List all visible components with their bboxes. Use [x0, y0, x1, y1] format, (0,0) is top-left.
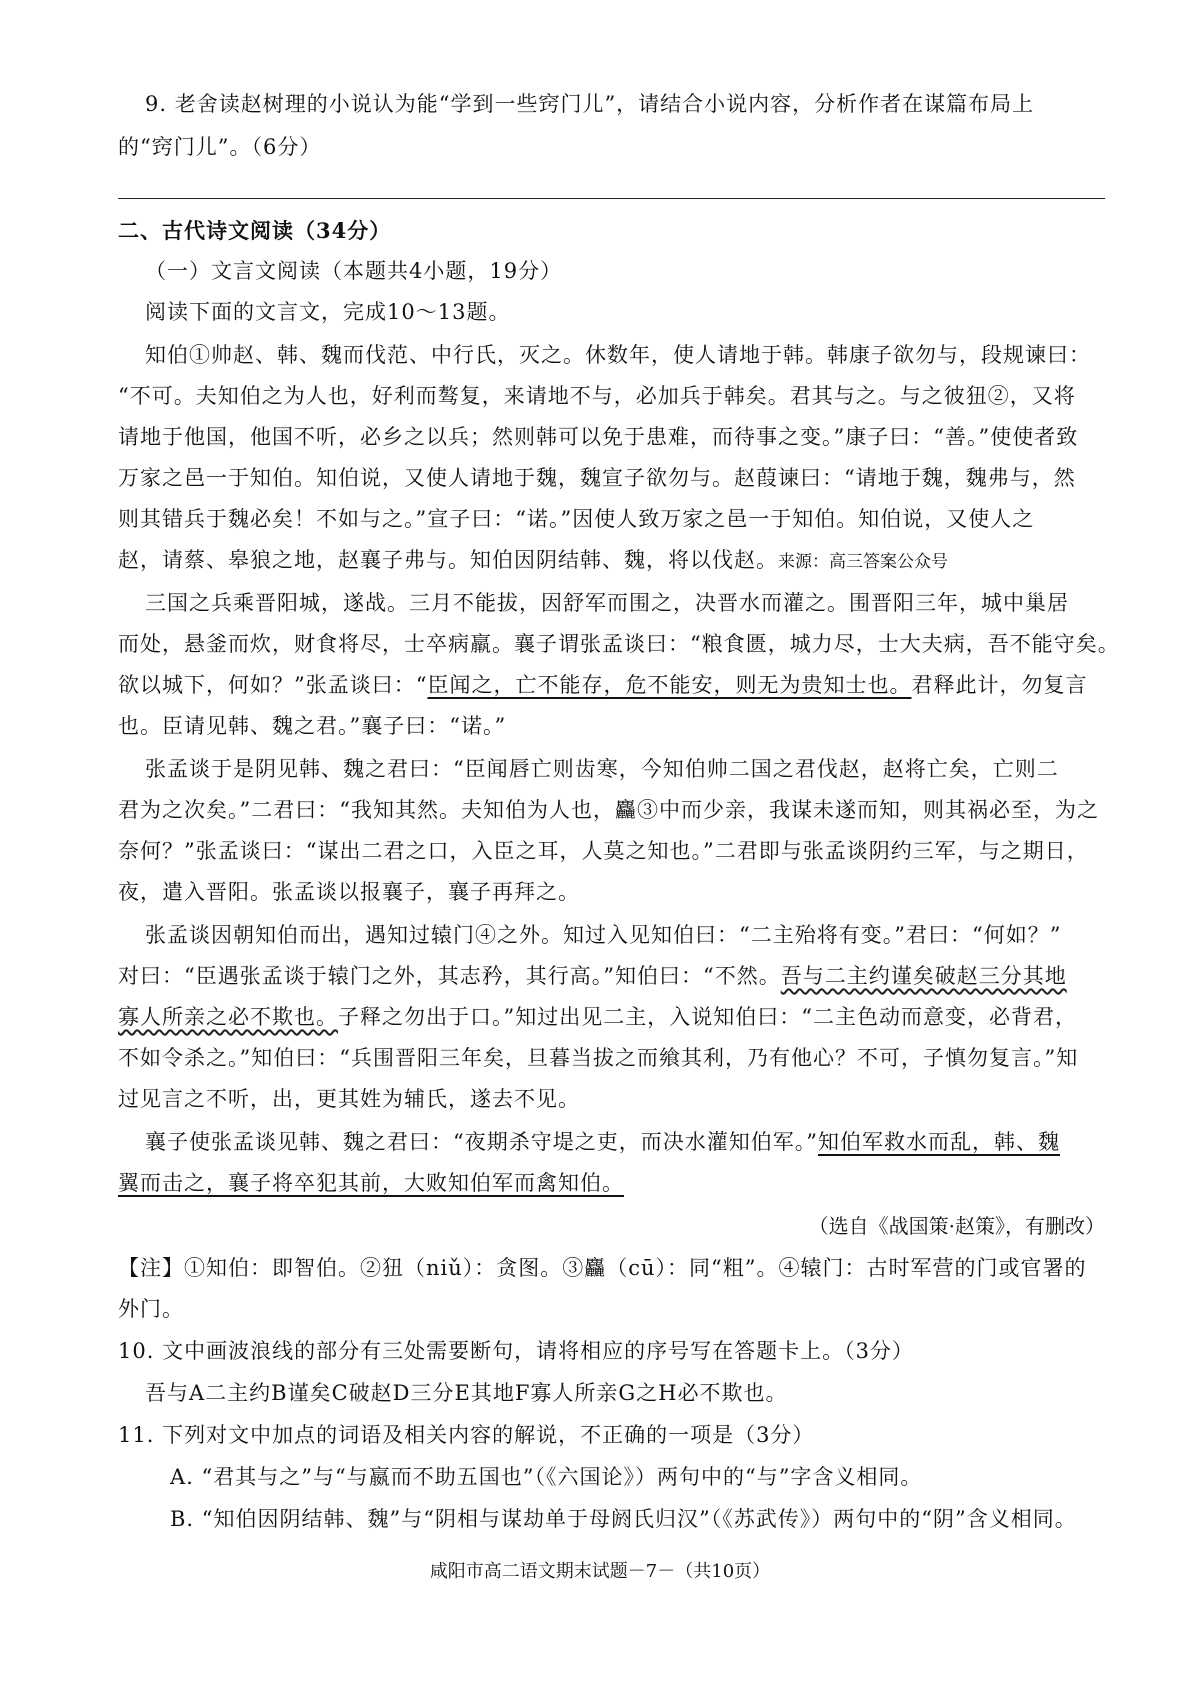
p3-line2: 君为之次矣。”二君曰：“我知其然。夫知伯为人也，麤③中而少亲，我谋未遂而知，则其祸必至，为之: [118, 798, 1099, 822]
underlined-sentence-2b: 翼而击之，襄子将卒犯其前，大败知伯军而禽知伯。: [118, 1171, 624, 1195]
section2-title: 二、古代诗文阅读（34分）: [118, 218, 392, 243]
p3-line3: 奈何？”张孟谈曰：“谋出二君之口，入臣之耳，人莫之知也。”二君即与张孟谈阴约三军，与之期日，: [118, 839, 1089, 863]
p1-line5: 则其错兵于魏必矣！不如与之。”宣子曰：“诺。”因使人致万家之邑一于知伯。知伯说，又使人之: [118, 507, 1035, 531]
p5-line1-a: 襄子使张孟谈见韩、魏之君曰：“夜期杀守堤之吏，而决水灌知伯军。”: [145, 1130, 818, 1154]
p2-line2: 而处，悬釜而炊，财食将尽，士卒病羸。襄子谓张孟谈曰：“粮食匮，城力尽，士大夫病，吾不能守矣。: [118, 632, 1120, 656]
p4-line4: 不如令杀之。”知伯曰：“兵围晋阳三年矣，旦暮当拔之而飨其利，乃有他心？不可，子慎勿复言。”知: [118, 1046, 1079, 1070]
p5-line1: [145, 1132, 1060, 1153]
p2-line3-b: 君释此计，勿复言: [911, 673, 1088, 697]
p4-line2: [118, 964, 1067, 988]
p4-line2-a: 对曰：“臣遇张孟谈于辕门之外，其志矜，其行高。”知伯曰：“不然。: [118, 964, 781, 988]
wavy-sentence-part1: 吾与二主约谨矣破赵三分其地: [780, 964, 1067, 988]
p2-line1: 三国之兵乘晋阳城，遂战。三月不能拔，因舒军而围之，决晋水而灌之。围晋阳三年，城中巢居: [145, 591, 1069, 615]
q10-text: 吾与A二主约B谨矣C破赵D三分E其地F寡人所亲G之H必不欺也。: [145, 1381, 788, 1405]
q11-option-a: A. “君其与之”与“与嬴而不助五国也”（《六国论》）两句中的“与”字含义相同。: [170, 1465, 923, 1489]
q9-line1: 9. 老舍读赵树理的小说认为能“学到一些窍门儿”，请结合小说内容，分析作者在谋篇布局上: [145, 92, 1035, 116]
p4-line1: 张孟谈因朝知伯而出，遇知过辕门④之外。知过入见知伯曰：“二主殆将有变。”君曰：“何如？”: [145, 923, 1062, 947]
source-note: 来源：高三答案公众号: [778, 552, 948, 572]
p5-line2: [118, 1173, 1060, 1194]
p3-line1: 张孟谈于是阴见韩、魏之君曰：“臣闻唇亡则齿寒，今知伯帅二国之君伐赵，赵将亡矣，亡则二: [145, 757, 1059, 781]
answer-line: [118, 198, 1105, 199]
p1-line4: 万家之邑一于知伯。知伯说，又使人请地于魏，魏宣子欲勿与。赵葭谏曰：“请地于魏，魏弗与，然: [118, 466, 1076, 490]
page-footer: 咸阳市高二语文期末试题－7－（共10页）: [429, 1561, 771, 1582]
p4-line3-b: 子释之勿出于口。”知过出见二主，入说知伯曰：“二主色动而意变，必背君，: [338, 1005, 1077, 1029]
q11-option-b: B. “知伯因阴结韩、魏”与“阴相与谋劫单于母阏氏归汉”（《苏武传》）两句中的“阴”含义相同。: [170, 1507, 1077, 1531]
q11-stem: 11. 下列对文中加点的词语及相关内容的解说，不正确的一项是（3分）: [118, 1423, 815, 1447]
wavy-sentence-part2: 寡人所亲之必不欺也。: [118, 1005, 338, 1029]
p1-line2: “不可。夫知伯之为人也，好利而骜复，来请地不与，必加兵于韩矣。君其与之。与之彼狃②，又将: [118, 384, 1076, 408]
q9-line2: 的“窍门儿”。（6分）: [118, 135, 322, 159]
p2-line4: 也。臣请见韩、魏之君。”襄子曰：“诺。”: [118, 714, 507, 738]
p2-line3: [118, 673, 1088, 697]
p4-line3: [118, 1005, 1077, 1029]
section2-subtitle: （一）文言文阅读（本题共4小题，19分）: [145, 259, 563, 283]
underlined-sentence-1: 臣闻之，亡不能存，危不能安，则无为贵知士也。: [427, 673, 912, 697]
citation: （选自《战国策·赵策》，有删改）: [808, 1214, 1105, 1238]
notes-line1: 【注】①知伯：即智伯。②狃（niǔ）：贪图。③麤（cū）：同“粗”。④辕门：古时军营的门或官署的: [118, 1256, 1087, 1280]
p1-line6-text: 赵，请蔡、皋狼之地，赵襄子弗与。知伯因阴结韩、魏，将以伐赵。: [118, 548, 778, 572]
p1-line3: 请地于他国，他国不听，必乡之以兵；然则韩可以免于患难，而待事之变。”康子曰：“善。”使使者致: [118, 425, 1079, 449]
notes-line2: 外门。: [118, 1297, 184, 1321]
q10-stem: 10. 文中画波浪线的部分有三处需要断句，请将相应的序号写在答题卡上。（3分）: [118, 1339, 914, 1363]
section2-instruction: 阅读下面的文言文，完成10～13题。: [145, 300, 511, 324]
underlined-sentence-2a: 知伯军救水而乱，韩、魏: [817, 1130, 1060, 1154]
p2-line3-a: 欲以城下，何如？”张孟谈曰：“: [118, 673, 428, 697]
p1-line1: 知伯①帅赵、韩、魏而伐范、中行氏，灭之。休数年，使人请地于韩。韩康子欲勿与，段规谏曰：: [145, 343, 1091, 367]
p4-line5: 过见言之不听，出，更其姓为辅氏，遂去不见。: [118, 1087, 580, 1111]
p1-line6: [118, 550, 1060, 571]
p3-line4: 夜，遣入晋阳。张孟谈以报襄子，襄子再拜之。: [118, 880, 580, 904]
